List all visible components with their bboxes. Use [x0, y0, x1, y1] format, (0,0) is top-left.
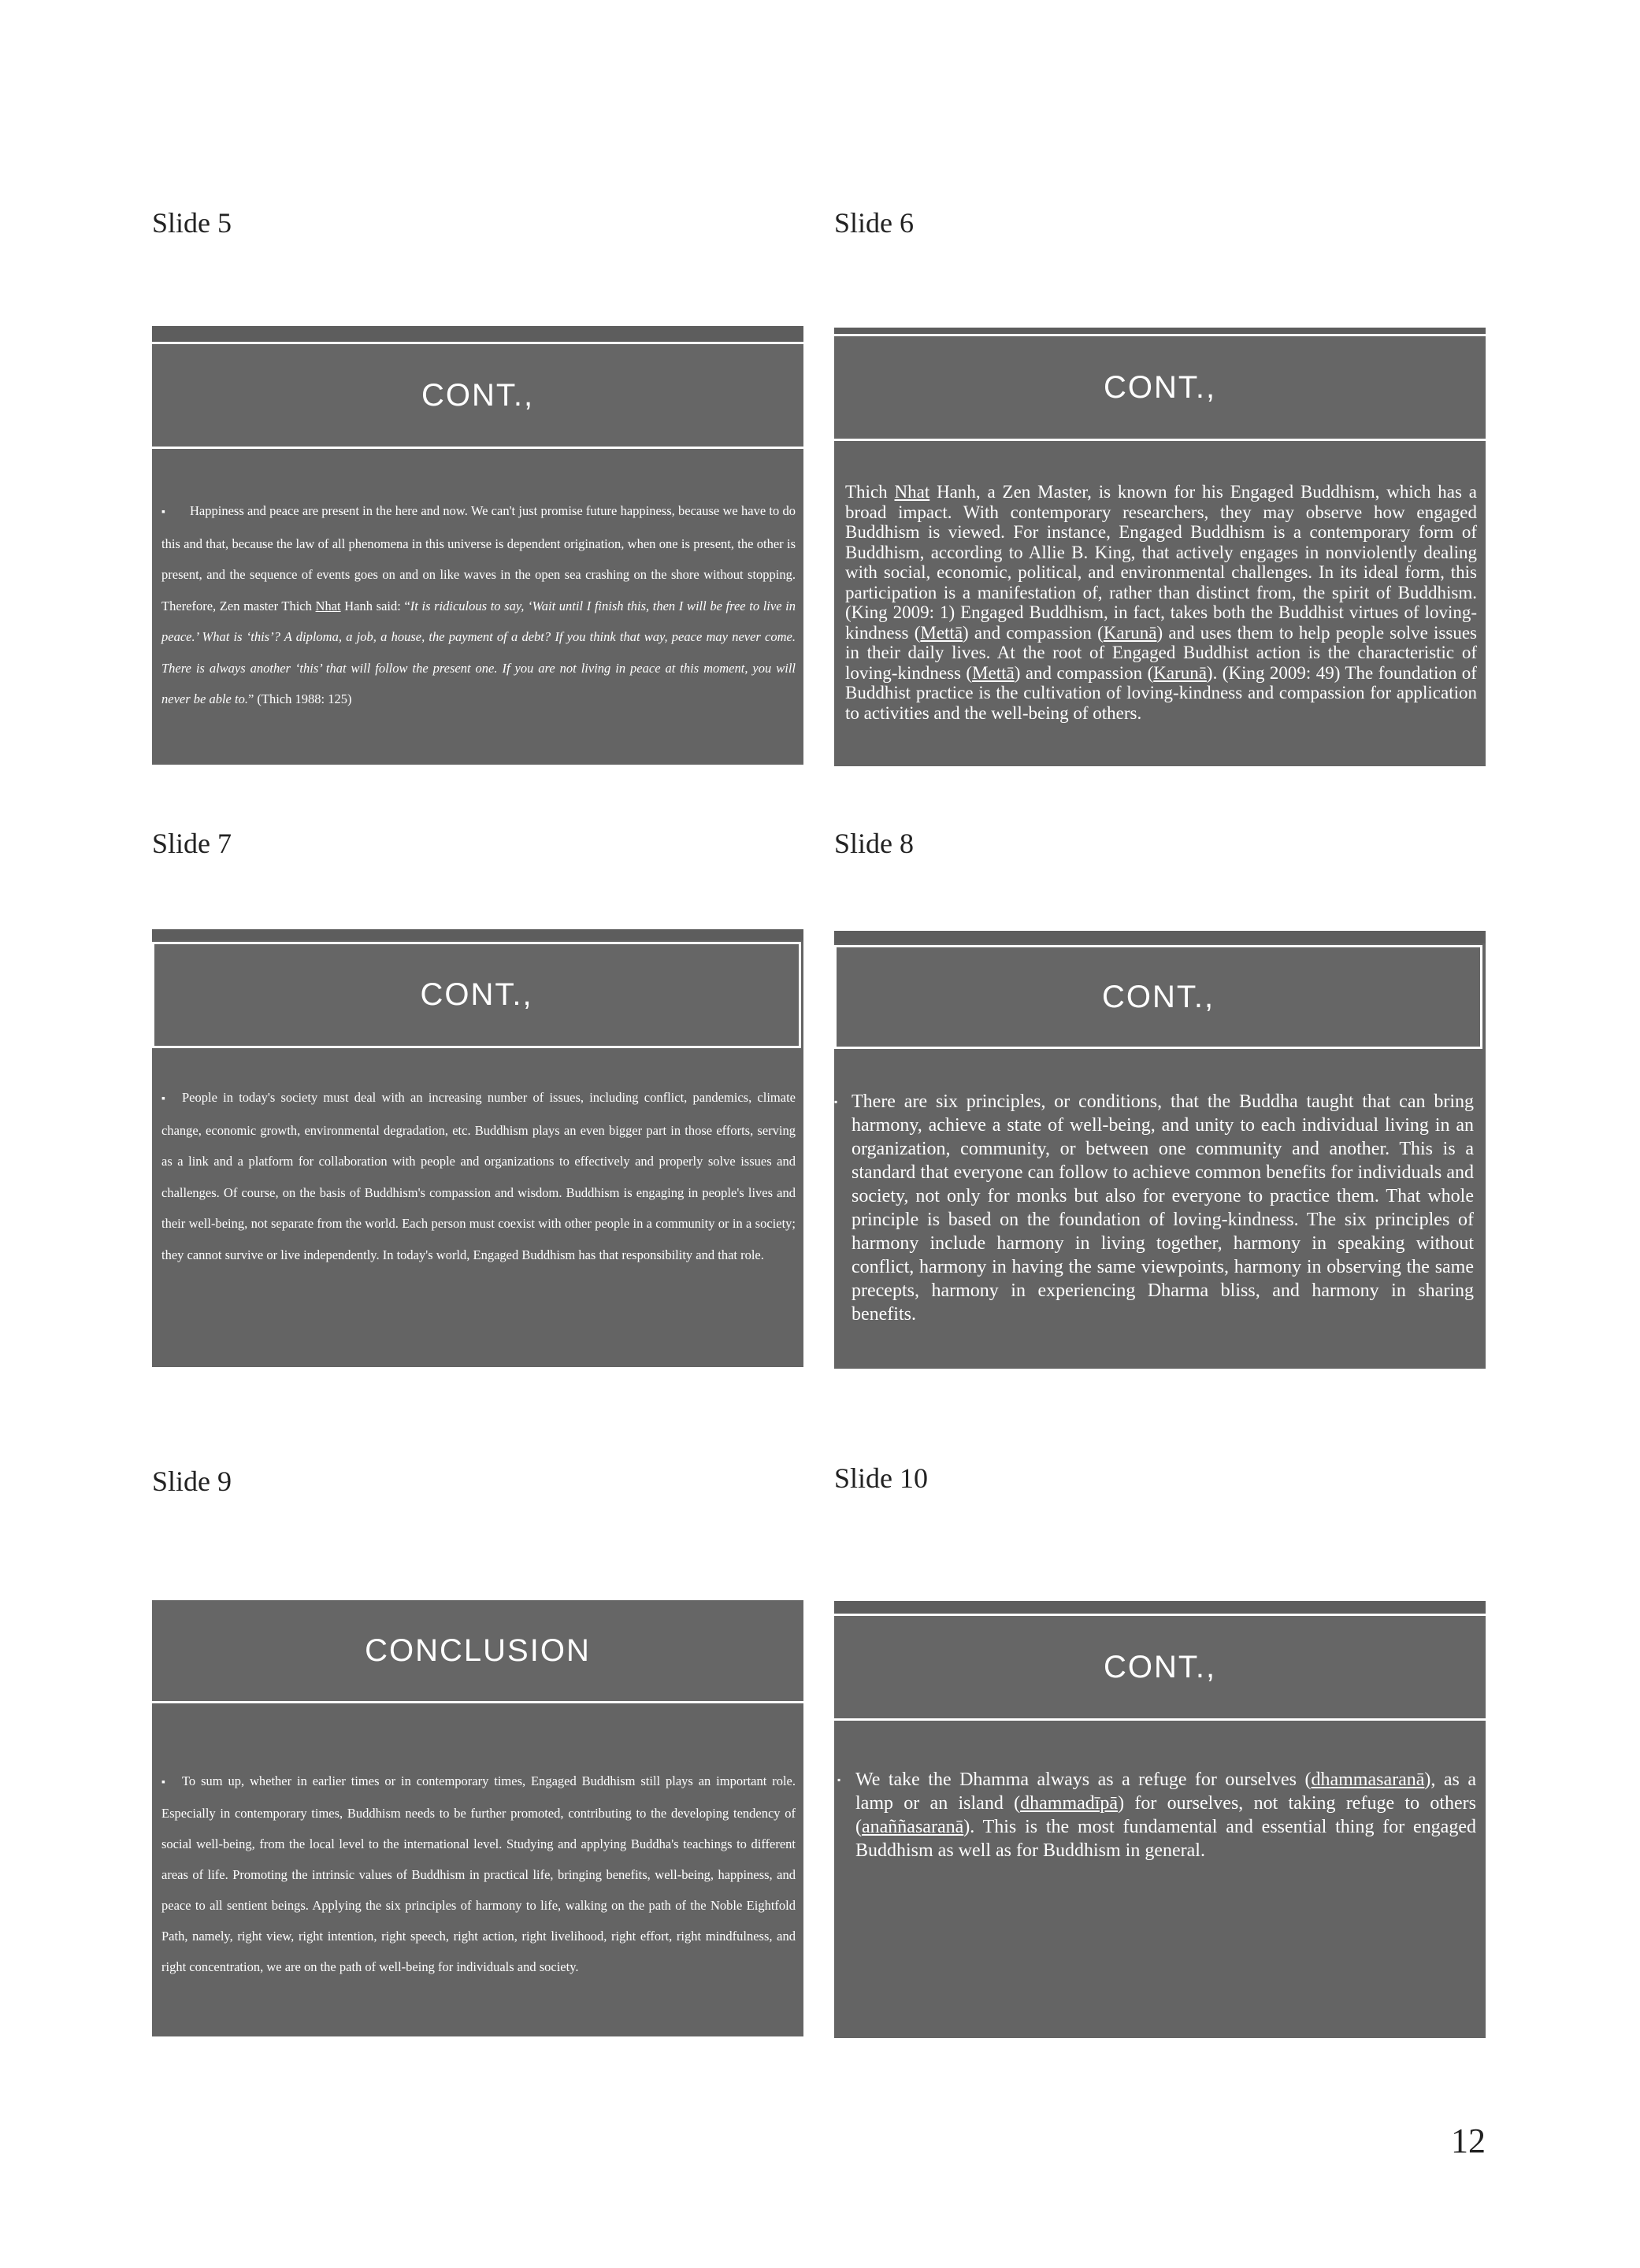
slide-body: [152, 495, 803, 715]
slide-title: CONCLUSION: [365, 1632, 591, 1668]
slide-title-box: [834, 336, 1486, 441]
body-text: Thich: [845, 482, 895, 502]
slide-body: [152, 1766, 803, 1982]
slide-title: CONT.,: [1103, 369, 1217, 405]
slide-body: [834, 1768, 1486, 1862]
slide-6-label: Slide 6: [834, 207, 915, 239]
slide-title-box: [834, 945, 1482, 1049]
slide-top-bar: [834, 328, 1486, 336]
bullet-icon: ▪: [837, 1774, 841, 1785]
body-text-underlined: Karunā: [1153, 662, 1207, 683]
bullet-icon: ▪: [161, 506, 165, 518]
body-text: Happiness and peace are present in the here and now. We can't just promise future happiness, because we have to do this and that, because the law of all phenomena in this universe is dependent origination, when one is present, the other is present, and the sequence of events goes on and on like waves in the open sea crashing on the shore without stopping. Therefore, Zen master Thich: [161, 503, 796, 613]
slide-10-label: Slide 10: [834, 1462, 929, 1494]
slide-title: CONT.,: [420, 977, 533, 1012]
slide-8-label: Slide 8: [834, 828, 915, 859]
body-text: Hanh, a Zen Master, is known for his Engaged Buddhism, which has a broad impact. With contemporary researchers, they may observe how engaged Buddhism is viewed. For instance, Engaged Buddhism is a contemporary form of Buddhism, according to Allie B. King, that actively engages in nonviolently dealing with social, economic, political, and environmental challenges. In its ideal form, this participation is a manifestation of, rather than distinct from, the spirit of Buddhism. (King 2009: 1) Engaged Buddhism, in fact, takes both the Buddhist virtues of loving-kindness (: [845, 482, 1477, 643]
slide-9-label: Slide 9: [152, 1466, 232, 1497]
slide-10: [834, 1601, 1486, 2038]
slide-top-bar: [834, 931, 1486, 943]
body-text: ). This is the most fundamental and essential thing for engaged Buddhism as well as for Buddhism in general.: [855, 1817, 1476, 1861]
body-text-underlined: Mettā: [972, 662, 1015, 683]
body-text: We take the Dhamma always as a refuge for ourselves (: [855, 1770, 1312, 1790]
quote-text: It is ridiculous to say, ‘Wait until I finish this, then I will be free to live in peace.’ What is ‘this’? A diploma, a job, a house, the payment of a debt? If you think that way, peace may never come. There is always another ‘this’ that will follow the present one. If you are not living in peace at this moment, you will never be able to.: [161, 598, 796, 706]
slide-title-box: [834, 1616, 1486, 1721]
body-text: ) and uses them to help people solve issues in their daily lives. At the root of Engaged Buddhist action is the characteristic of loving-kindness (: [845, 622, 1477, 683]
body-text-underlined: Mettā: [920, 622, 963, 643]
slide-body: [834, 482, 1486, 723]
slide-8: [834, 931, 1486, 1369]
slide-title: CONT.,: [1103, 1649, 1217, 1684]
bullet-icon: ▪: [161, 1093, 165, 1105]
body-text: People in today's society must deal with an increasing number of issues, including conflict, pandemics, climate change, economic growth, environmental degradation, etc. Buddhism plays an even bigger part in those efforts, serving as a link and a platform for collaboration with people and organizations to effectively and properly solve issues and challenges. Of course, on the basis of Buddhism's compassion and wisdom. Buddhism is engaging in people's lives and their well-being, not separate from the world. Each person must coexist with other people in a community or in a society; they cannot survive or live independently. In today's world, Engaged Buddhism has that responsibility and that role.: [161, 1090, 796, 1262]
body-text-underlined: Nhat: [315, 598, 341, 613]
slide-top-bar: [152, 929, 803, 940]
slide-body: [834, 1090, 1486, 1326]
slide-7: [152, 929, 803, 1367]
body-text: ) and compassion (: [963, 622, 1104, 643]
body-text-underlined: dhammasaranā: [1311, 1770, 1425, 1790]
body-text-underlined: anaññasaranā: [862, 1817, 964, 1837]
slide-9: [152, 1600, 803, 2036]
slide-body: [152, 1082, 803, 1270]
body-text: ) and compassion (: [1014, 662, 1154, 683]
body-text-underlined: dhammadīpā: [1020, 1793, 1119, 1814]
slide-title-box: [152, 344, 803, 449]
body-text: ). (King 2009: 49) The foundation of Buddhist practice is the cultivation of loving-kindness and compassion for application to activities and the well-being of others.: [845, 662, 1477, 723]
page-number: 12: [1451, 2122, 1486, 2160]
body-text-underlined: Karunā: [1103, 622, 1157, 643]
body-text: Hanh said: “: [340, 598, 410, 613]
body-text-underlined: Nhat: [894, 482, 930, 502]
slide-5-label: Slide 5: [152, 207, 232, 239]
bullet-icon: ▪: [161, 1777, 165, 1788]
citation-text: ” (Thich 1988: 125): [247, 691, 352, 706]
body-text: ), as a lamp or an island (: [855, 1770, 1476, 1814]
slide-6: [834, 328, 1486, 766]
slide-title-box: [152, 1600, 803, 1703]
slide-title: CONT.,: [1101, 979, 1215, 1014]
slide-7-label: Slide 7: [152, 828, 232, 859]
slide-title: CONT.,: [421, 377, 535, 413]
bullet-icon: ▪: [834, 1096, 838, 1107]
body-text: ) for ourselves, not taking refuge to others (: [855, 1793, 1477, 1837]
slide-top-bar: [152, 326, 803, 344]
slide-5: [152, 326, 803, 765]
slide-top-bar: [834, 1601, 1486, 1616]
slide-title-box: [152, 942, 801, 1048]
body-text: There are six principles, or conditions, that the Buddha taught that can bring harmony, achieve a state of well-being, and unity to each individual living in an organization, community, or between one community and another. This is a standard that everyone can follow to achieve common benefits for individuals and society, not only for monks but also for everyone to practice them. That whole principle is based on the foundation of loving-kindness. The six principles of harmony include harmony in living together, harmony in speaking without conflict, harmony in having the same viewpoints, harmony in observing the same precepts, harmony in experiencing Dharma bliss, and harmony in sharing benefits.: [852, 1091, 1474, 1325]
body-text: To sum up, whether in earlier times or in contemporary times, Engaged Buddhism still plays an important role. Especially in contemporary times, Buddhism needs to be further promoted, contributing to the developing tendency of social well-being, from the local level to the international level. Studying and applying Buddha's teachings to different areas of life. Promoting the intrinsic values of Buddhism in practical life, bringing benefits, well-being, happiness, and peace to all sentient beings. Applying the six principles of harmony to life, walking on the path of the Noble Eightfold Path, namely, right view, right intention, right speech, right action, right livelihood, right effort, right mindfulness, and right concentration, we are on the path of well-being for individuals and society.: [161, 1773, 796, 1974]
